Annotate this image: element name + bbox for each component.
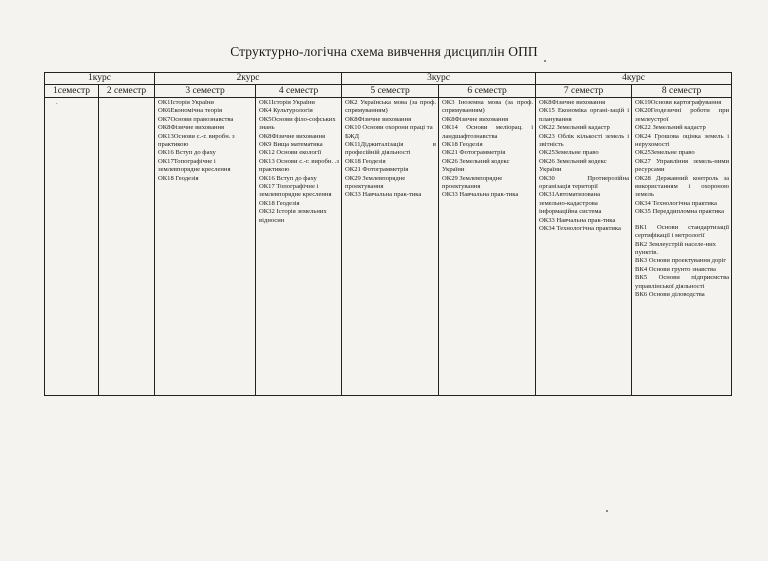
semester-6: 6 семестр bbox=[439, 85, 536, 98]
course-item: ОК13 Основи с.-г. виробн. .з практикою bbox=[259, 157, 339, 174]
course-item: ОК27 Управління земель-ними ресурсами bbox=[635, 157, 730, 174]
course-item: ОК13Основи с.-г. виробн. з практикою bbox=[158, 132, 235, 149]
semester-6-cell bbox=[439, 98, 536, 396]
course-item: ОК29 Землевпорядне проектування bbox=[442, 174, 503, 191]
course-item: ОК2 Українська мова (за проф. спрямуванням) bbox=[345, 99, 437, 115]
course-item: ОК15 Економіка органі-зацій і планування bbox=[539, 107, 630, 123]
course-item: ОК22 Земельний кадастр bbox=[635, 124, 706, 132]
course-item: ОК16 Вступ до фаху bbox=[259, 174, 317, 182]
course-item: ОК35 Переддипломна практика bbox=[635, 208, 725, 216]
page-title: Структурно-логічна схема вивчення дисциплін ОПП bbox=[230, 44, 538, 59]
course-item: ОК34 Технологічна практика bbox=[539, 225, 621, 233]
course-item: ОК18 Геодезія bbox=[442, 141, 483, 149]
semester-4-cell bbox=[256, 98, 342, 396]
semester-5-cell bbox=[342, 98, 439, 396]
course-item: ОК21 Фотограмметрія bbox=[345, 166, 409, 174]
elective-item: ВК3 Основи проектування доріг bbox=[635, 257, 727, 265]
course-item: ОК4 Культурологія bbox=[259, 107, 313, 115]
course-item: ОК8Фізичне виховання bbox=[259, 132, 326, 140]
course-item: ОК31Автоматизована земельно-кадастрова інформаційна система bbox=[539, 191, 602, 216]
course-item: ОК8Фізичне виховання bbox=[345, 115, 412, 123]
semester-1: 1семестр bbox=[45, 85, 99, 98]
semester-header-row bbox=[45, 85, 732, 98]
year-1: 1курс bbox=[45, 73, 155, 85]
semester-4: 4 семестр bbox=[256, 85, 342, 98]
elective-item: ВК1 Основи стандартизації сертифікації і метрології bbox=[635, 223, 730, 240]
elective-item: ВК5 Основи підприємства управлінської діяльності bbox=[635, 274, 730, 290]
course-item: ОК32 Історія земельних відносин bbox=[259, 208, 327, 224]
semester-2: 2 семестр bbox=[99, 85, 155, 98]
course-item: ОК18 Геодезія bbox=[259, 199, 300, 207]
year-3: 3курс bbox=[342, 73, 536, 85]
course-item: ОК33 Навчальна прак-тика bbox=[442, 191, 519, 199]
course-item: ОК18 Геодезія bbox=[158, 174, 199, 182]
year-2: 2курс bbox=[155, 73, 342, 85]
semester-1-cell bbox=[45, 98, 99, 396]
course-item: ОК9 Вища математика bbox=[259, 141, 323, 149]
semester-5: 5 семестр bbox=[342, 85, 439, 98]
course-item: ОК30 Протиерозійна організація території bbox=[539, 174, 630, 191]
course-item: ОК10 Основи охорони праці та БЖД bbox=[345, 124, 433, 140]
scan-speck bbox=[606, 510, 608, 512]
course-item: ОК24 Грошова оцінка земель і нерухомості bbox=[635, 132, 730, 149]
course-item: ОК26 Земельний кодекс України bbox=[539, 157, 607, 174]
course-item: ОК28 Державний контроль за використанням і охороною земель bbox=[635, 174, 730, 199]
course-item: ОК7Основи правознавства bbox=[158, 115, 234, 123]
course-item: ОК17 Топографічне і землевпорядне креслення bbox=[259, 183, 332, 199]
course-item: ОК20Геодезичні роботи при землеустрої bbox=[635, 107, 730, 123]
course-item: ОК17Топографічне і землевпорядне креслення bbox=[158, 157, 231, 174]
spacer bbox=[635, 217, 729, 224]
elective-item: ВК4 Основи грунто знавства bbox=[635, 265, 716, 273]
semester-3-cell bbox=[155, 98, 256, 396]
elective-item: ВК6 Основи діловодства bbox=[635, 290, 705, 298]
course-item: ОК21 Фотограмметрія bbox=[442, 149, 506, 157]
course-item: ОК25Земельне право bbox=[635, 149, 695, 157]
semester-2-cell bbox=[99, 98, 155, 396]
course-item: ОК34 Технологічна практика bbox=[635, 199, 717, 207]
course-item: ОК16 Вступ до фаху bbox=[158, 149, 216, 157]
year-header-row bbox=[45, 73, 732, 85]
semester-7-cell bbox=[536, 98, 632, 396]
course-item: ОК12 Основи екології bbox=[259, 149, 322, 157]
curriculum-table bbox=[44, 72, 732, 396]
year-4: 4курс bbox=[536, 73, 732, 85]
course-item: ОК33 Навчальна прак-тика bbox=[345, 191, 422, 199]
course-item: ОК1Історія України bbox=[259, 99, 315, 106]
course-item: ОК26 Земельний кодекс України bbox=[442, 157, 510, 174]
course-item: ОК11Діджиталізація в професійній діяльності bbox=[345, 141, 437, 157]
courses-row bbox=[45, 98, 732, 396]
course-item: ОК14 Основи меліорац. і ландшафтознавства bbox=[442, 124, 534, 140]
semester-7: 7 семестр bbox=[536, 85, 632, 98]
semester-8-cell bbox=[632, 98, 732, 396]
scan-speck bbox=[544, 60, 546, 62]
elective-item: ВК2 Землеустрій населе-них пунктів. bbox=[635, 240, 716, 256]
course-item: ОК8Фізичне виховання bbox=[158, 124, 225, 132]
col1-mark: . bbox=[56, 99, 58, 106]
course-item: ОК1Історія України bbox=[158, 99, 214, 106]
course-item: ОК5Основи філо-софських знань bbox=[259, 115, 336, 132]
course-item: ОК19Основи картографування bbox=[635, 99, 722, 106]
course-item: ОК3 Іноземна мова (за проф. спрямуванням) bbox=[442, 99, 534, 115]
course-item: ОК8Фізичне виховання bbox=[539, 99, 606, 106]
course-item: ОК8Фізичне виховання bbox=[442, 115, 509, 123]
course-item: ОК22 Земельний кадастр bbox=[539, 124, 610, 132]
semester-3: 3 семестр bbox=[155, 85, 256, 98]
semester-8: 8 семестр bbox=[632, 85, 732, 98]
course-item: ОК18 Геодезія bbox=[345, 157, 386, 165]
course-item: ОК33 Навчальна прак-тика bbox=[539, 216, 616, 224]
course-item: ОК29 Землевпорядне проектування bbox=[345, 174, 406, 191]
course-item: ОК25Земельне право bbox=[539, 149, 599, 157]
course-item: ОК23 Облік кількості земель і звітність bbox=[539, 132, 630, 149]
course-item: ОК6Економічна теорія bbox=[158, 107, 223, 115]
